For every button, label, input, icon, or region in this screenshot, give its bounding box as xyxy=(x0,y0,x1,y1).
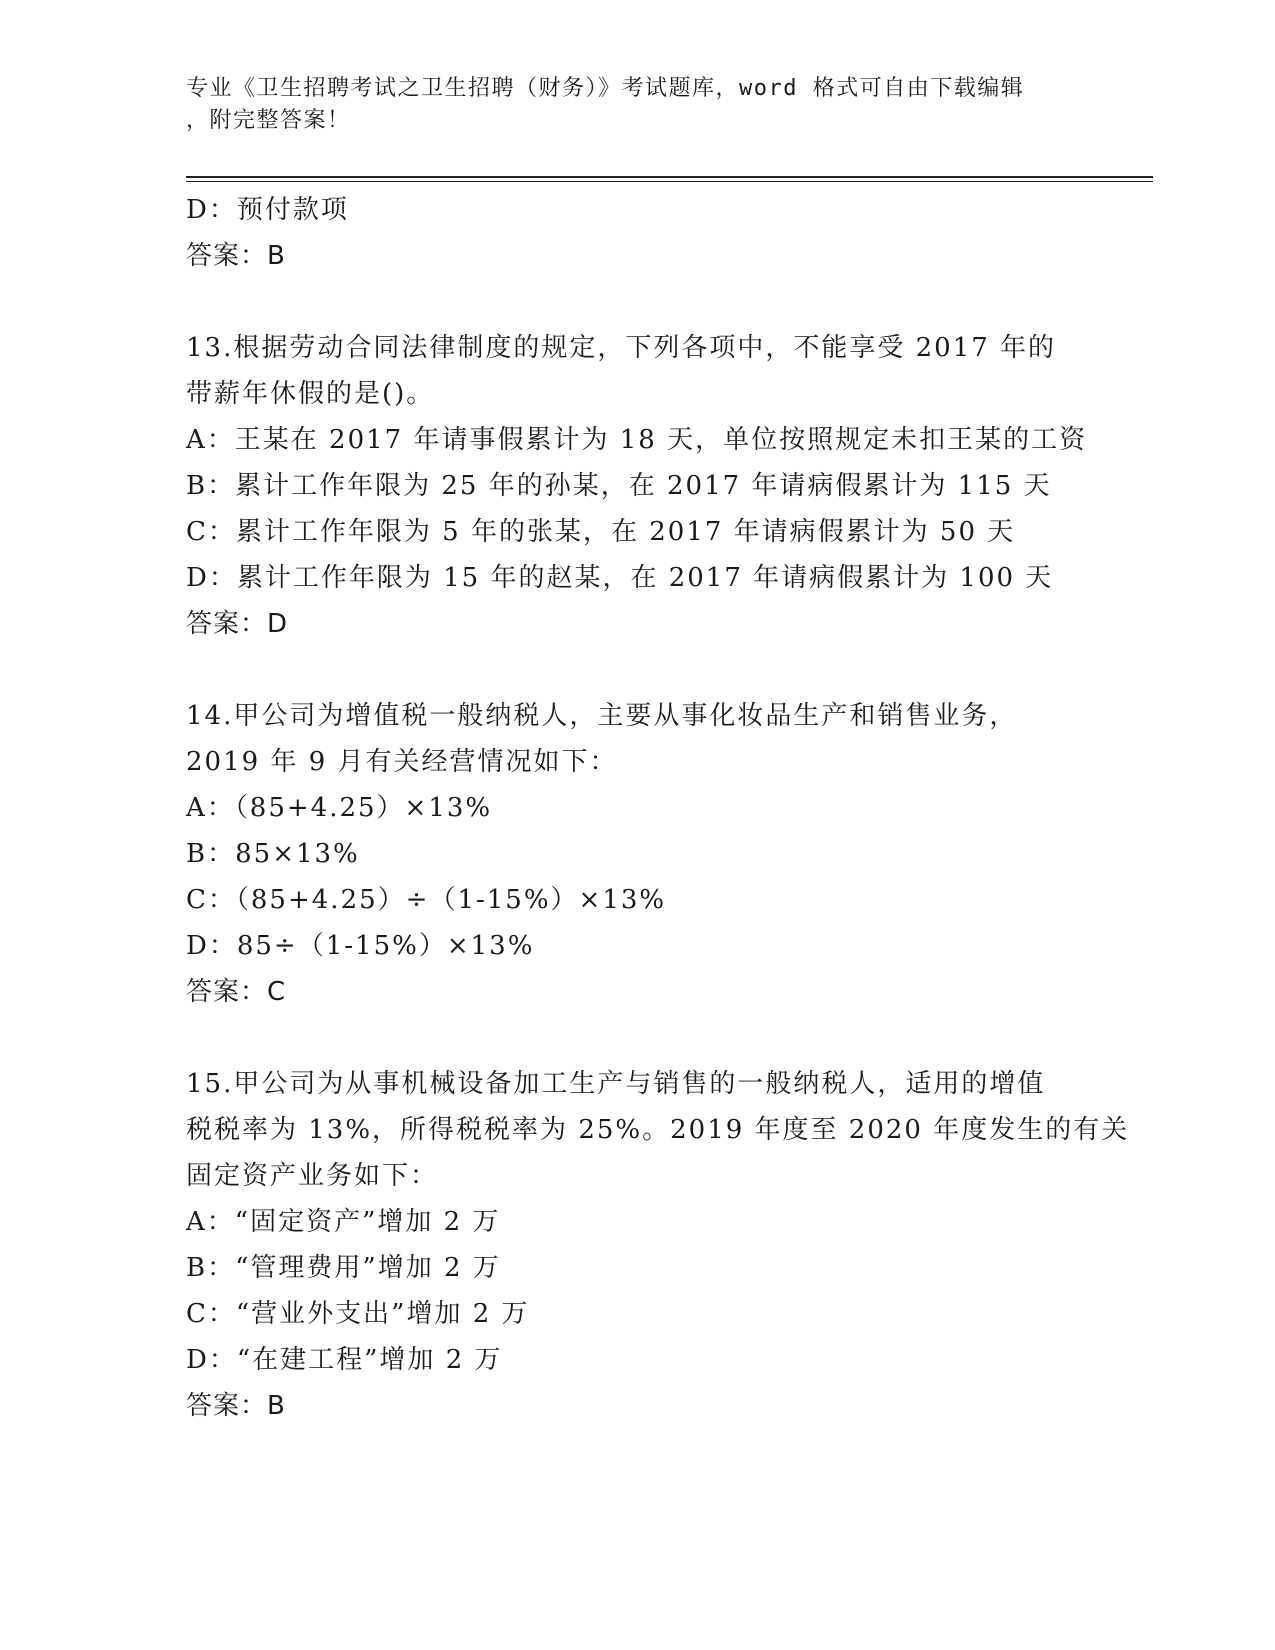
option-d: D：累计工作年限为 15 年的赵某，在 2017 年请病假累计为 100 天 xyxy=(186,563,1054,593)
option-c: C：“营业外支出”增加 2 万 xyxy=(186,1299,530,1329)
option-d: D：85÷（1-15%）×13% xyxy=(186,931,535,961)
option-a: A：（85+4.25）×13% xyxy=(186,793,493,823)
spacer xyxy=(186,647,1086,693)
question-13 xyxy=(186,325,1086,647)
question-stem-line: 固定资产业务如下： xyxy=(186,1161,439,1191)
option-c: C：（85+4.25）÷（1-15%）×13% xyxy=(186,885,667,915)
question-stem-line: 14.甲公司为增值税一般纳税人，主要从事化妆品生产和销售业务， xyxy=(186,701,1018,731)
question-stem-line: 15.甲公司为从事机械设备加工生产与销售的一般纳税人，适用的增值 xyxy=(186,1069,1046,1099)
header-divider-thick xyxy=(186,176,1153,178)
question-stem-line: 13.根据劳动合同法律制度的规定，下列各项中，不能享受 2017 年的 xyxy=(186,333,1057,363)
document-header xyxy=(186,73,1086,137)
document-body xyxy=(186,187,1130,1429)
header-line-2: ，附完整答案！ xyxy=(186,108,351,133)
spacer xyxy=(186,1015,1086,1061)
question-stem-line: 带薪年休假的是()。 xyxy=(186,379,435,409)
answer: 答案：B xyxy=(186,1391,286,1421)
answer: 答案：C xyxy=(186,977,287,1007)
spacer xyxy=(186,279,1086,325)
option-b: B：“管理费用”增加 2 万 xyxy=(186,1253,501,1283)
option-b: B：85×13% xyxy=(186,839,360,869)
question-14 xyxy=(186,693,1086,1015)
option-c: C：累计工作年限为 5 年的张某，在 2017 年请病假累计为 50 天 xyxy=(186,517,1016,547)
header-divider-thin xyxy=(186,181,1153,182)
question-stem-line: 2019 年 9 月有关经营情况如下： xyxy=(186,747,618,777)
question-15 xyxy=(186,1061,1130,1429)
option-a: A：“固定资产”增加 2 万 xyxy=(186,1207,501,1237)
option-a: A：王某在 2017 年请事假累计为 18 天，单位按照规定未扣王某的工资 xyxy=(186,425,1088,455)
question-stem-line: 税税率为 13%，所得税税率为 25%。2019 年度至 2020 年度发生的有关 xyxy=(186,1115,1130,1145)
prev-answer: 答案：B xyxy=(186,241,286,271)
answer: 答案：D xyxy=(186,609,289,639)
prev-option-d: D：预付款项 xyxy=(186,195,349,225)
option-b: B：累计工作年限为 25 年的孙某，在 2017 年请病假累计为 115 天 xyxy=(186,471,1052,501)
header-line-1: 专业《卫生招聘考试之卫生招聘（财务）》考试题库，word 格式可自由下载编辑 xyxy=(186,76,1025,101)
option-d: D：“在建工程”增加 2 万 xyxy=(186,1345,503,1375)
